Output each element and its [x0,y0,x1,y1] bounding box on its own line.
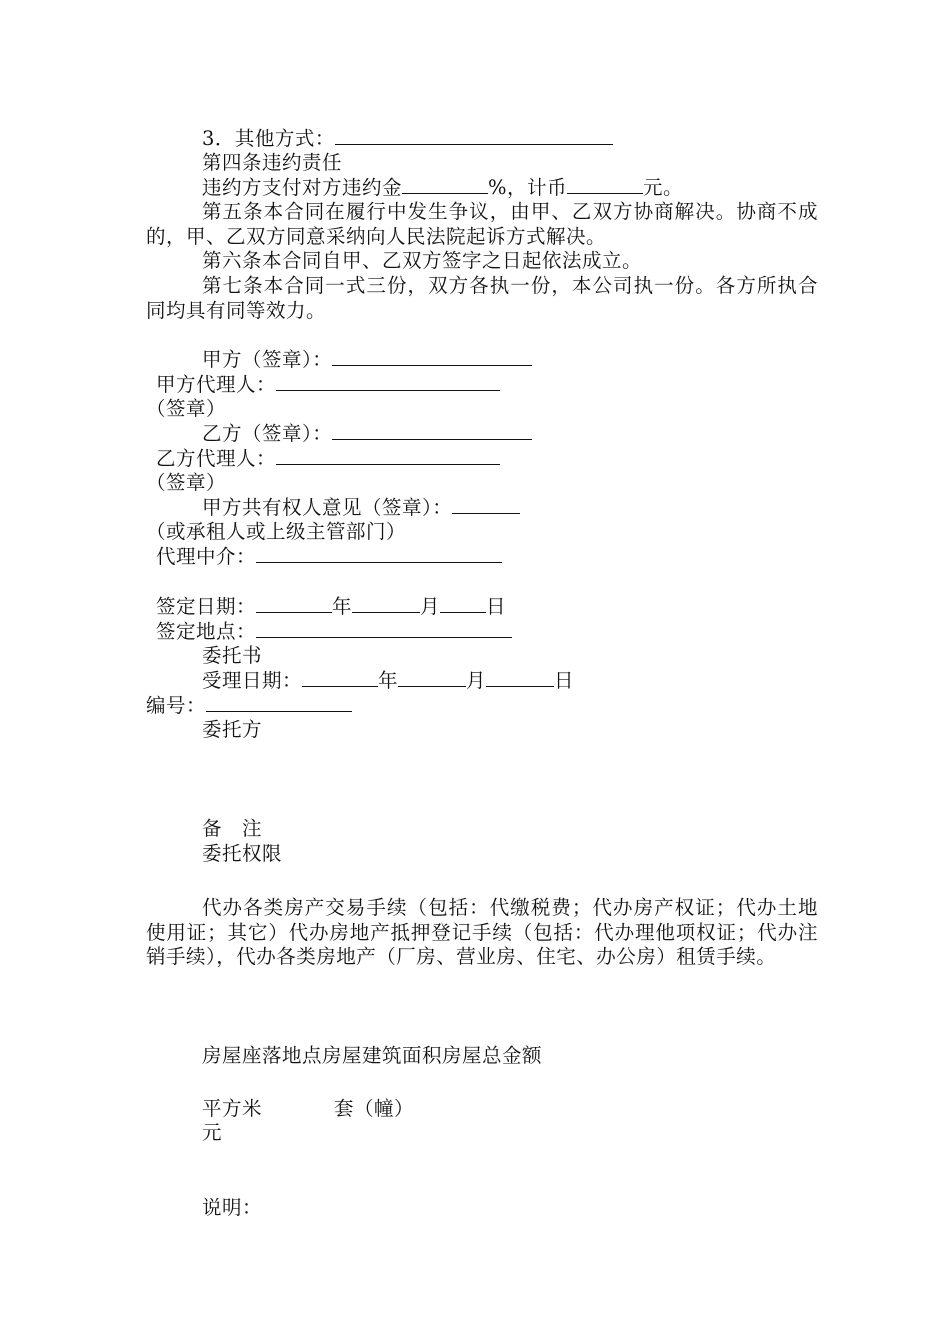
signing-place: 签定地点： [156,620,512,644]
blank-field [398,669,466,687]
sets-unit: 套（幢） [334,1097,415,1120]
blank-field [440,595,486,613]
acceptance-date: 受理日期： 年 月 日 [202,669,575,692]
blank-field [332,422,532,440]
seal-label: （签章） [146,471,227,494]
blank-field [567,176,643,194]
authority-label: 委托权限 [202,842,283,865]
intermediary-line: 代理中介： [156,545,502,569]
article-4-title: 第四条违约责任 [202,151,343,174]
notes-label: 说明： [202,1196,263,1219]
blank-field [276,447,500,465]
blank-field [486,669,554,687]
blank-field [276,373,500,391]
party-a-agent: 甲方代理人： [156,373,500,397]
signing-date: 签定日期： 年 月 日 [156,595,507,618]
blank-field [256,620,512,638]
penalty-line: 违约方支付对方违约金 %，计币 元。 [202,176,684,199]
remarks-label: 备 注 [202,817,263,840]
article-5: 第五条本合同在履行中发生争议，由甲、乙双方协商解决。协商不成的，甲、乙双方同意采纳向人民法院起诉方式解决。 [146,200,818,248]
number-line: 编号： [146,694,352,718]
blank-field [256,595,332,613]
blank-field [256,545,502,563]
authority-scope: 代办各类房产交易手续（包括：代缴税费；代办房产权证；代办土地使用证；其它）代办房地产抵押登记手续（包括：代办理他项权证；代办注销手续），代办各类房地产（厂房、营业房、住宅、办公房）租赁手续。 [146,896,818,968]
article-7: 第七条本合同一式三份，双方各执一份，本公司执一份。各方所执合同均具有同等效力。 [146,274,818,322]
blank-field [332,348,532,366]
article-6: 第六条本合同自甲、乙双方签字之日起依法成立。 [202,249,643,272]
blank-field [452,496,520,514]
lessee-note: （或承租人或上级主管部门） [146,520,407,543]
area-unit: 平方米 [202,1097,263,1120]
co-owner-opinion: 甲方共有权人意见（签章）： [202,496,520,520]
blank-field [402,176,488,194]
blank-field [206,694,352,712]
party-b-agent: 乙方代理人： [156,447,500,471]
currency-unit: 元 [202,1121,223,1144]
blank-field [302,669,378,687]
party-a-signature: 甲方（签章）： [202,348,532,372]
power-of-attorney-title: 委托书 [202,644,263,667]
blank-field [335,127,613,145]
seal-label: （签章） [146,397,227,420]
party-b-signature: 乙方（签章）： [202,422,532,446]
blank-field [352,595,420,613]
property-table-header: 房屋座落地点房屋建筑面积房屋总金额 [202,1044,543,1067]
other-method-line: 3．其他方式： [202,127,613,151]
principal-label: 委托方 [202,718,263,741]
